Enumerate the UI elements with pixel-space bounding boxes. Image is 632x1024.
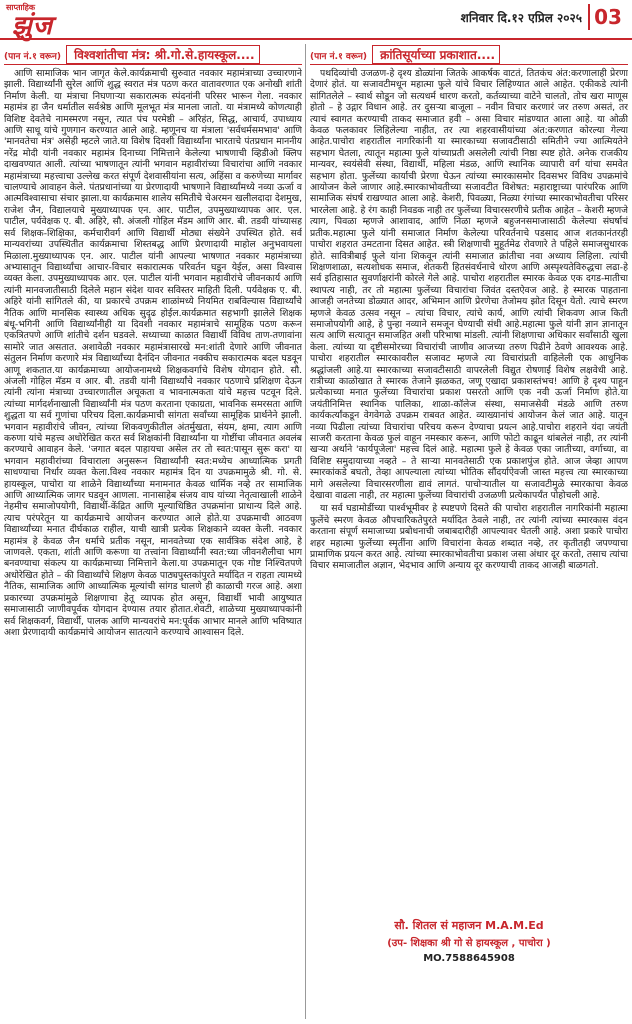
newspaper-logo: [6, 2, 124, 41]
author-mobile: MO.7588645908: [423, 953, 515, 964]
article-paragraph: या सर्व घडामोडींच्या पार्श्वभूमीवर हे स्पष्टपणे दिसते की पाचोरा शहरातील नागरिकांनी महात्मा फुलेंचे स्मरण केवळ औपचारिकतेपुरते मर्यादित ठेवले नाही, तर त्यांनी त्यांच्या स्मारकास वंदन करताना संपूर्ण समाजाच्या प्रबोधनाची जबाबदारीही आपल्यावर घेतली आहे. अशा प्रकारे पाचोरा शहर महात्मा फुलेंच्या स्मृतींना आणि विचारांना केवळ शब्दात नव्हे, तर कृतीतही जपण्याचा प्रामाणिक प्रयत्न करत आहे. त्यांच्या स्मारकाभोवतीचा प्रकाश जसा अंधार दूर करतो, तसाच त्यांचा विचार समाजातील अज्ञान, भेदभाव आणि अन्याय दूर करण्याची ताकद आजही बाळगतो.: [310, 503, 628, 572]
article-paragraph: आणि सामाजिक भान जागृत केले.कार्यक्रमाची सुरुवात नवकार महामंत्राच्या उच्चारणाने झाली. विद्यार्थ्यांनी सुरेल आणि शुद्ध स्वरात मंत्र पठण करत वातावरणात एक अनोखी शांती निर्माण केली. या मंत्राचा निघणाऱ्या सकारात्मक स्पंदनांनी परिसर भारून गेला. नवकार महामंत्र हा जैन धर्मातील सर्वश्रेष्ठ आणि मूलभूत मंत्र मानला जातो. या मंत्रामध्ये कोणत्याही विशिष्ट देवतेचे नामस्मरण नसून, त्यात पंच परमेष्ठी – अरिहंत, सिद्ध, आचार्य, उपाध्याय आणि साधू यांचे गुणगान करण्यात आले आहे. म्हणूनच या मंत्राला 'सर्वधर्मसमभाव' आणि 'मानवतेचा मंत्र' असेही म्हटले जाते.या विशेष दिवशी विद्यार्थ्यांना भारताचे पंतप्रधान माननीय नरेंद्र मोदी यांनी नवकार महामंत्र दिनाच्या निमित्ताने केलेल्या भाषणाची व्हिडीओ क्लिप दाखवण्यात आली. त्यांच्या भाषणातून त्यांनी भगवान महावीरांच्या विचारांचा आणि नवकार महामंत्राच्या महत्त्वाचा उल्लेख करत संपूर्ण देशवासीयांना सत्य, अहिंसा व करुणेच्या मार्गावर चालण्याचे आवाहन केले. पंतप्रधानांच्या या प्रेरणादायी भाषणाने विद्यार्थ्यांमध्ये नव्या ऊर्जा व आत्मविश्वासाचा संचार झाला.या कार्यक्रमास शालेय समितीचे चेअरमन खलीलदादा देशमुख, राजेश जैन, विद्यालयाचे मुख्याध्यापक एन. आर. पाटील, उपमुख्याध्यापक आर. एल. पाटील, पर्यवेक्षक ए. बी. अहिरे, सौ. अंजली गोहिल मॅडम आणि आर. बी. तडवी यांच्यासह सर्व शिक्षक-शिक्षिका, कर्मचारीवर्ग आणि विद्यार्थी मोठ्या संख्येने उपस्थित होते. सर्व मान्यवरांच्या उपस्थितीत कार्यक्रमाचा शिस्तबद्ध आणि प्रेरणादायी माहोल अनुभवायला मिळाला.मुख्याध्यापक एन. आर. पाटील यांनी आपल्या भाषणात नवकार महामंत्राच्या अभ्यासातून विद्यार्थ्यांचा आचार-विचार सकारात्मक परिवर्तन घडून येईल, असा विश्वास व्यक्त केला. उपमुख्याध्यापक आर. एल. पाटील यांनी भगवान महावीरांचे जीवनकार्य आणि त्यांनी मानवजातीसाठी दिलेले महान संदेश यावर सविस्तर माहिती दिली. पर्यवेक्षक ए. बी. अहिरे यांनी सांगितले की, या प्रकारचे उपक्रम शाळांमध्ये नियमित राबविल्यास विद्यार्थ्यांचे नैतिक आणि मानसिक स्वास्थ्य अधिक सुदृढ होईल.कार्यक्रमात सहभागी झालेले शिक्षक बंधू-भगिनी आणि विद्यार्थ्यांनीही या दिवशी नवकार महामंत्राचे सामूहिक पठण करून एकत्रितपणे आणि शांतीचे दर्शन घडवले. सध्याच्या काळात विद्यार्थी विविध ताण-तणावांना सामोरे जात असतात. अशावेळी नवकार महामंत्रासारखे मन:शांती देणारे आणि जीवनात संतुलन निर्माण करणारे मंत्र विद्यार्थ्यांच्या दैनंदिन जीवनात नक्कीच सकारात्मक बदल घडवून आणू शकतात.या कार्यक्रमाच्या आयोजनामध्ये शिक्षकवर्गाचे विशेष योगदान होते. सौ. अंजली गोहिल मॅडम व आर. बी. तडवी यांनी विद्यार्थ्यांचे नवकार पठणाचे प्रशिक्षण देऊन त्यांनी त्यांना मंत्राच्या उच्चारणातील अचूकता व भावनात्मकता यांचे महत्त्व पटवून दिले. त्यांच्या मार्गदर्शनाखाली विद्यार्थ्यांनी मंत्र पठण करताना एकाग्रता, भावनिक समरसता आणि शुद्धता या सर्व गुणांचा परिचय दिला.कार्यक्रमाची सांगता सर्वांच्या सामूहिक प्रार्थनेने झाली. भगवान महावीरांचे जीवन, त्यांच्या शिकवणुकीतील अंतर्मुखता, संयम, क्षमा, त्याग आणि करुणा यांचे महत्त्व अधोरेखित करत सर्व शिक्षकांनी विद्यार्थ्यांना या गोष्टींचा जीवनात अवलंब करण्याचे आवाहन केले. 'जगात बदल पाहायचा असेल तर तो स्वत:पासून सुरू करा' या भगवान महावीरांच्या विचाराला अनुसरून विद्यार्थ्यांनी स्वत:मध्येच आध्यात्मिक प्रगती साधण्याचा निर्धार व्यक्त केला.विश्व नवकार महामंत्र दिन या उपक्रमामुळे श्री. गो. से. हायस्कूल, पाचोरा या शाळेने विद्यार्थ्यांच्या मनामनात केवळ धार्मिक नव्हे तर सामाजिक आणि आध्यात्मिक जागर घडवून आणला. नानासाहेब संजय वाघ यांच्या नेतृत्वाखाली शाळेने नेहमीच समाजोपयोगी, विद्यार्थी-केंद्रित आणि मूल्याधिष्ठित उपक्रमांना प्राधान्य दिले आहे. त्याच परंपरेतून या कार्यक्रमाचे आयोजन करण्यात आले होते.या उपक्रमाची आठवण विद्यार्थ्यांच्या मनात दीर्घकाळ राहील, याची खात्री प्रत्येक शिक्षकाने व्यक्त केली. नवकार महामंत्र हे केवळ जैन धर्माचे प्रतीक नसून, मानवतेच्या एक सार्वत्रिक संदेश आहे, हे जाणवले. एकता, शांती आणि करूणा या तत्त्वांना विद्यार्थ्यांनी स्वत:च्या जीवनशैलीचा भाग बनवण्याचा संकल्प या कार्यक्रमाच्या निमित्ताने केला.या उपक्रमातून एक गोष्ट निश्चितपणे अधोरेखित होते – की विद्यार्थ्यांचे शिक्षण केवळ पाठ्यपुस्तकांपुरते मर्यादित न राहता त्यामध्ये नैतिक, सामाजिक आणि आध्यात्मिक मूल्यांची सांगड घालणे ही काळाची गरज आहे. अशा प्रकारच्या उपक्रमांमुळे शिक्षणाचा हेतू व्यापक होत असून, विद्यार्थी भावी आयुष्यात समाजासाठी जाणीवपूर्वक योगदान देण्यास तयार होतात.शेवटी, शाळेच्या मुख्याध्यापकांनी सर्व शिक्षकवर्ग, विद्यार्थी, पालक आणि मान्यवरांचे मन:पूर्वक आभार मानले आणि भविष्यात अशा प्रेरणादायी कार्यक्रमांचे आयोजन सातत्याने करण्याचे आश्वासन दिले.: [4, 68, 302, 638]
author-byline: [310, 918, 628, 964]
article-paragraph: पथदिव्यांची उजळण-हे दृश्य डोळ्यांना जितके आकर्षक वाटतं, तितकंच अंत:करणालाही प्रेरणा देणारं होतं. या सजावटीमधून महात्मा फुले यांचे विचार लिहिण्यात आले आहेत. एकीकडे त्यांनी सांगितलेले – स्वार्थ सोडून जो सत्यधर्म धारण करतो, कर्तव्याच्या वाटेने चालतो, तोच खरा माणूस होतो – हे उद्गार विधान आहे. तर दुसऱ्या बाजूला – नवीन विचार करणारं जर तरुण असतं, तर त्याचं स्वागत करण्याची ताकद समाजात हवी – असा विचार मांडण्यात आला आहे. या ओळी केवळ फलकावर लिहिलेल्या नाहीत, तर त्या शहरवासीयांच्या अंत:करणात कोरल्या गेल्या आहेत.पाचोरा शहरातील नागरिकांनी या स्मारकाच्या सजावटीसाठी समितीने ज्या आत्मियतेने सहभाग घेतला, त्यातून महात्मा फुले यांच्याप्रती असलेली त्यांची निष्ठा स्पष्ट होते. अनेक राजकीय मान्यवर, स्वयंसेवी संस्था, विद्यार्थी, महिला मंडळ, आणि स्थानिक व्यापारी वर्ग यांचा समवेत सहभाग होता. फुलेंच्या कार्याची प्रेरणा घेऊन त्यांच्या स्मारकासमोर दिवसभर विविध उपक्रमांचे आयोजन केले जाणार आहे.स्मारकाभोवतीच्या सजावटीत विशेषत: महाराष्ट्राच्या पारंपरिक आणि सामाजिक संघर्ष राखण्यात आला आहे. केशरी, पिवळ्या, निळ्या रंगांच्या स्मारकाभोवतीचा परिसर भारलेला आहे. हे रंग काही निवडक नाही तर फुलेंच्या विचारसरणीचे प्रतीक आहेत – केशरी म्हणजे त्याग, पिवळा म्हणजे आशावाद, आणि निळा म्हणजे बहुजनसमाजासाठी केलेल्या संघर्षाचं प्रतीक.महात्मा फुले यांनी समाजात निर्माण केलेल्या परिवर्तनाचे पडसाद आज शतकानंतरही पाचोरा शहरात उमटताना दिसत आहेत. स्त्री शिक्षणाची मुहूर्तमेढ रोवणारे ते पहिले समाजसुधारक होते. सावित्रीबाई फुले यांना शिकवून त्यांनी समाजात क्रांतीचा नवा अध्याय लिहिला. त्यांची शिक्षणशाळा, सत्यशोधक समाज, शेतकरी हितसंवर्धनाचे धोरण आणि अस्पृश्यतेविरुद्धचा लढा-हे सर्व इतिहासात सुवर्णाक्षरांनी कोरले गेले आहे. पाचोरा शहरातील स्मारक केवळ एक दगड-मातीचा स्थापत्य नाही, तर तो महात्मा फुलेंच्या विचारांचा जिवंत दस्तऐवज आहे. हे स्मारक पाहताना आजही जनतेच्या डोळ्यात आदर, अभिमान आणि प्रेरणेचा तेजोमय झोत दिसून येतो. त्याचे स्मरण म्हणजे केवळ उत्सव नसून – त्यांचा विचार, त्यांचे कार्य, आणि त्यांची शिकवण आज किती समाजोपयोगी आहे, हे पुन्हा नव्याने समजून घेण्याची संधी आहे.महात्मा फुले यांनी ज्ञान ज्ञानातून सत्य आणि सत्यातून समाजहित अशी परिभाषा मांडली. त्यांनी शिक्षणाचा अधिकार सर्वांसाठी खुला केला. त्यांच्या या दृष्टीसमोरच्या विचारांची जाणीव आजच्या तरुण पिढीने ठेवणे आवश्यक आहे. पाचोरा शहरातील स्मारकावरील सजावट म्हणजे त्या विचारांप्रती वाहिलेली एक आधुनिक श्रद्धांजली आहे.या स्मारकाच्या सजावटीसाठी वापरलेली विद्युत रोषणाई विशेष लक्षवेधी आहे. रात्रीच्या काळोखात ते स्मारक तेजाने झळकत, जणू एखादा प्रकाशस्तंभच! आणि हे दृश्य पाहून प्रत्येकाच्या मनात फुलेंच्या विचारांचा प्रकाश पसरतो आणि एक नवी ऊर्जा निर्माण होते.या जयंतीनिमित्त स्थानिक पालिका, शाळा-कॉलेज संस्था, समाजसेवी मंडळे आणि तरुण कार्यकर्त्यांकडून वेगवेगळे उपक्रम राबवत आहेत. व्याख्यानांचं आयोजन केलं जात आहे. यातून नव्या पिढीला त्यांच्या विचारांचा परिचय करून देण्याचा प्रयत्न आहे.पाचोरा शहराने यंदा जयंती साजरी करताना केवळ फुलं वाहून नमस्कार करून, आणि फोटो काढून थांबलेलं नाही, तर त्यांनी खऱ्या अर्थाने 'कार्यपूजेला' महत्त्व दिलं आहे. महात्मा फुले हे केवळ एका जातीच्या, वर्गाच्या, वा विशिष्ट समुदायाच्या नव्हते – ते साऱ्या मानवतेसाठी एक प्रकाशपुंज होते. आज जेव्हा आपण स्मारकांकडे बघतो, तेव्हा आपल्याला त्यांच्या भोतिक सौंदर्याऐवजी जास्त महत्त्व त्या स्मारकाच्या मागे असलेल्या विचारसरणीला द्यावं लागतं. पाचोऱ्यातील या सजावटीमुळे स्मारकाचा केवळ देखावा वाढला नाही, तर महात्मा फुलेंच्या विचारांची उजळणी प्रत्येकापर्यंत पोहोचली आहे.: [310, 68, 628, 502]
article-body: [4, 68, 302, 638]
author-name: सौ. शितल सं महाजन M.A.M.Ed: [394, 919, 544, 932]
continued-label: (पान नं.१ वरून): [4, 52, 62, 62]
column-divider: [305, 44, 306, 1019]
logo-text: झुंज: [12, 11, 53, 41]
headline-box: [372, 45, 500, 64]
left-article: [4, 44, 302, 1022]
issue-date: शनिवार दि.१२ एप्रिल २०२५: [460, 11, 582, 25]
article-title: क्रांतिसूर्याच्या प्रकाशात....: [380, 48, 496, 62]
masthead: [0, 0, 632, 40]
left-article-headline: [4, 44, 302, 65]
continued-label: (पान नं.१ वरून): [310, 52, 368, 62]
article-title: विश्वशांतीचा मंत्र: श्री.गो.से.हायस्कूल....: [74, 48, 255, 62]
logo-tagline: साप्ताहिक: [6, 3, 36, 12]
article-body: [310, 68, 628, 572]
right-article-headline: [310, 44, 628, 65]
page-number: 03: [588, 4, 626, 30]
right-article: [310, 44, 628, 914]
headline-box: [66, 45, 259, 64]
author-role: (उप- शिक्षका श्री गो से हायस्कूल , पाचोरा ): [387, 938, 551, 949]
